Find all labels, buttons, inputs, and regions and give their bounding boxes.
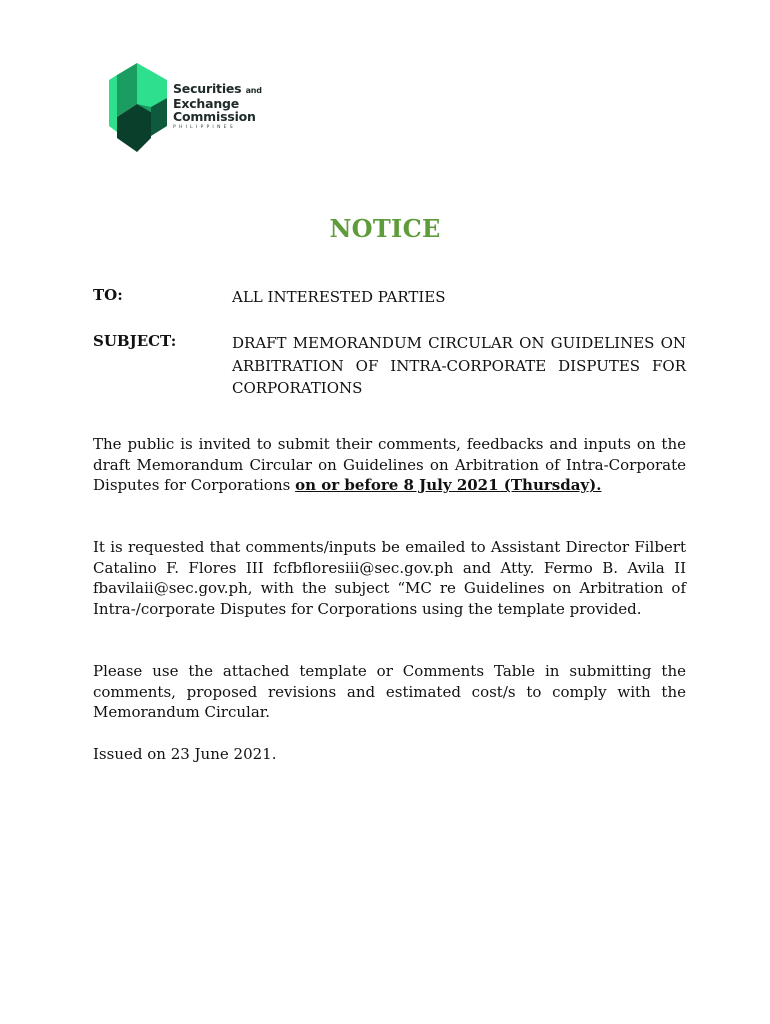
deadline-text: on or before 8 July 2021 (Thursday). xyxy=(295,476,602,495)
invitation-text: The public is invited to submit their comments, feedbacks and inputs on the draft Memorandum Circular on Guidelines on Arbitration of Intra-Corporate Disputes for Corporations xyxy=(93,435,686,495)
logo-name-line1: Securities xyxy=(173,81,242,96)
invitation-paragraph xyxy=(93,434,686,496)
email-request-paragraph: It is requested that comments/inputs be emailed to Assistant Director Filbert Catalino F. Flores III fcfbfloresiii@sec.gov.ph and Atty. Fermo B. Avila II fbavilaii@sec.gov.ph, with the subject “MC re Guidelines on Arbitration of Intra-/corporate Disputes for Corporations using the template provided. xyxy=(93,538,686,618)
sec-logo xyxy=(107,60,267,156)
subject-label: SUBJECT: xyxy=(93,332,177,350)
logo-name-line1-small: and xyxy=(245,86,262,95)
to-label: TO: xyxy=(93,286,123,304)
to-value: ALL INTERESTED PARTIES xyxy=(232,288,446,306)
issued-date-paragraph: Issued on 23 June 2021. xyxy=(93,745,277,763)
logo-wordmark xyxy=(173,82,262,132)
logo-name-line3: Commission xyxy=(173,109,256,124)
sec-emblem-icon xyxy=(107,60,171,156)
logo-name-line2: Exchange xyxy=(173,96,240,111)
notice-title: NOTICE xyxy=(329,214,441,243)
logo-country: PHILIPPINES xyxy=(173,125,236,130)
subject-value: DRAFT MEMORANDUM CIRCULAR ON GUIDELINES ON ARBITRATION OF INTRA-CORPORATE DISPUTES FOR CORPORATIONS xyxy=(232,334,686,397)
template-instruction-paragraph: Please use the attached template or Comments Table in submitting the comments, proposed revisions and estimated cost/s to comply with the Memorandum Circular. xyxy=(93,662,686,722)
